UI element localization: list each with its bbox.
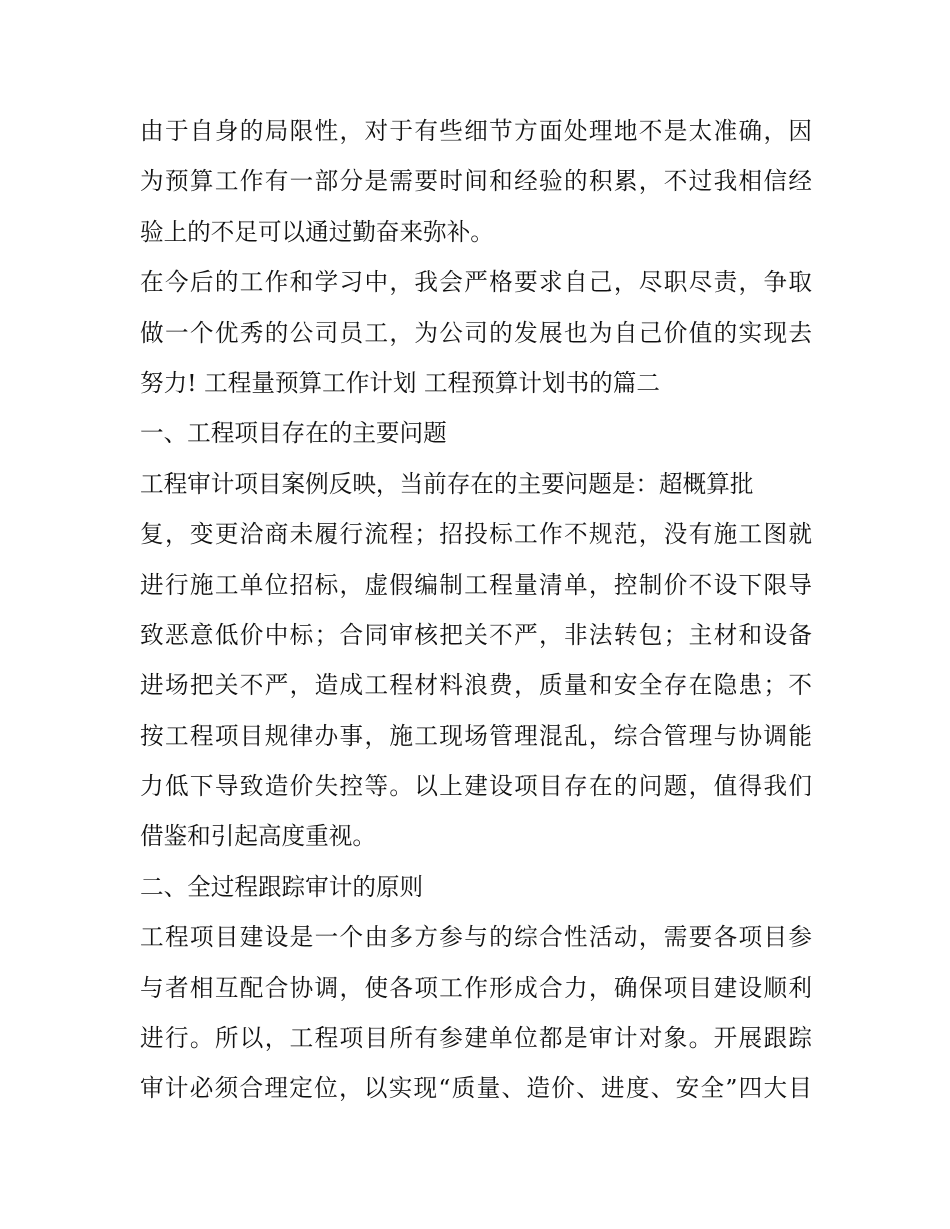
text-line: 按工程项目规律办事，施工现场管理混乱，综合管理与协调能 [140,721,812,750]
text-line: 进行。所以，工程项目所有参建单位都是审计对象。开展跟踪 [140,1024,812,1053]
section-heading: 一、工程项目存在的主要问题 [140,419,447,448]
text-line: 审计必须合理定位，以实现“质量、造价、进度、安全”四大目 [140,1074,812,1103]
text-line: 进行施工单位招标，虚假编制工程量清单，控制价不设下限导 [140,570,812,599]
text-line: 致恶意低价中标；合同审核把关不严，非法转包；主材和设备 [140,620,812,649]
text-line: 在今后的工作和学习中，我会严格要求自己，尽职尽责，争取 [140,268,812,297]
text-line: 力低下导致造价失控等。以上建设项目存在的问题，值得我们 [140,772,812,801]
text-line: 工程审计项目案例反映，当前存在的主要问题是：超概算批 [140,469,754,498]
text-line: 努力! 工程量预算工作计划 工程预算计划书的篇二 [140,368,660,397]
document-page [140,106,812,1114]
text-line: 工程项目建设是一个由多方参与的综合性活动，需要各项目参 [140,923,812,952]
text-line: 为预算工作有一部分是需要时间和经验的积累，不过我相信经 [140,167,812,196]
text-line: 进场把关不严，造成工程材料浪费，质量和安全存在隐患；不 [140,671,812,700]
text-line: 复，变更洽商未履行流程；招投标工作不规范，没有施工图就 [140,520,812,549]
text-line: 做一个优秀的公司员工，为公司的发展也为自己价值的实现去 [140,318,812,347]
section-heading: 二、全过程跟踪审计的原则 [140,872,424,901]
text-line: 借鉴和引起高度重视。 [140,822,376,851]
text-line: 验上的不足可以通过勤奋来弥补。 [140,217,494,246]
text-line: 与者相互配合协调，使各项工作形成合力，确保项目建设顺利 [140,973,812,1002]
text-line: 由于自身的局限性，对于有些细节方面处理地不是太准确，因 [140,117,812,145]
